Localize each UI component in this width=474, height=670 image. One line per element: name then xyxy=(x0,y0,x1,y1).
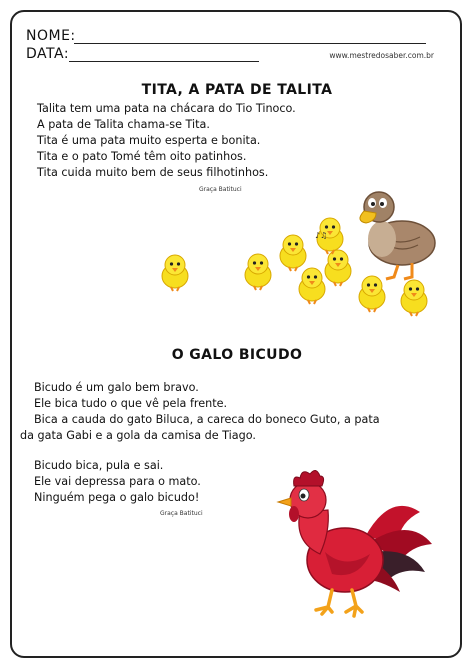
story2-line: Bica a cauda do gato Biluca, a careca do boneco Guto, a pata xyxy=(34,413,380,426)
story2-line: Ele bica tudo o que vê pela frente. xyxy=(34,397,228,410)
story2-line: da gata Gabi e a gola da camisa de Tiago. xyxy=(20,429,256,442)
duckling-icon xyxy=(245,254,271,290)
duck-icon xyxy=(360,192,435,279)
name-field-line[interactable] xyxy=(74,43,426,44)
story2-line: Bicudo bica, pula e sai. xyxy=(34,459,164,472)
story2-title: O GALO BICUDO xyxy=(171,347,303,363)
name-label: NOME: xyxy=(26,28,76,44)
story1-line: Tita cuida muito bem de seus filhotinhos. xyxy=(37,166,269,179)
story1-line: Talita tem uma pata na chácara do Tio Tinoco. xyxy=(37,102,296,115)
music-note-icon: ♪♫ xyxy=(315,231,328,240)
duckling-icon xyxy=(162,255,188,291)
duckling-icon xyxy=(401,280,427,316)
story1-title: TITA, A PATA DE TALITA xyxy=(141,82,333,98)
story1-credit: Graça Batituci xyxy=(199,186,242,193)
duckling-icon xyxy=(325,250,351,286)
story2-line: Bicudo é um galo bem bravo. xyxy=(34,381,199,394)
story2-line: Ninguém pega o galo bicudo! xyxy=(34,491,200,504)
date-field-line[interactable] xyxy=(69,61,259,62)
duckling-icon xyxy=(299,268,325,304)
duck-family-illustration xyxy=(150,185,440,325)
story1-line: A pata de Talita chama-se Tita. xyxy=(37,118,210,131)
story1-line: Tita é uma pata muito esperta e bonita. xyxy=(37,134,261,147)
story1-line: Tita e o pato Tomé têm oito patinhos. xyxy=(37,150,247,163)
duckling-icon xyxy=(280,235,306,271)
date-label: DATA: xyxy=(26,46,70,62)
duckling-icon xyxy=(359,276,385,312)
site-url: www.mestredosaber.com.br xyxy=(329,51,434,60)
story2-line: Ele vai depressa para o mato. xyxy=(34,475,201,488)
rooster-icon xyxy=(278,470,432,616)
story2-credit: Graça Batituci xyxy=(160,510,203,517)
rooster-illustration xyxy=(270,462,440,622)
